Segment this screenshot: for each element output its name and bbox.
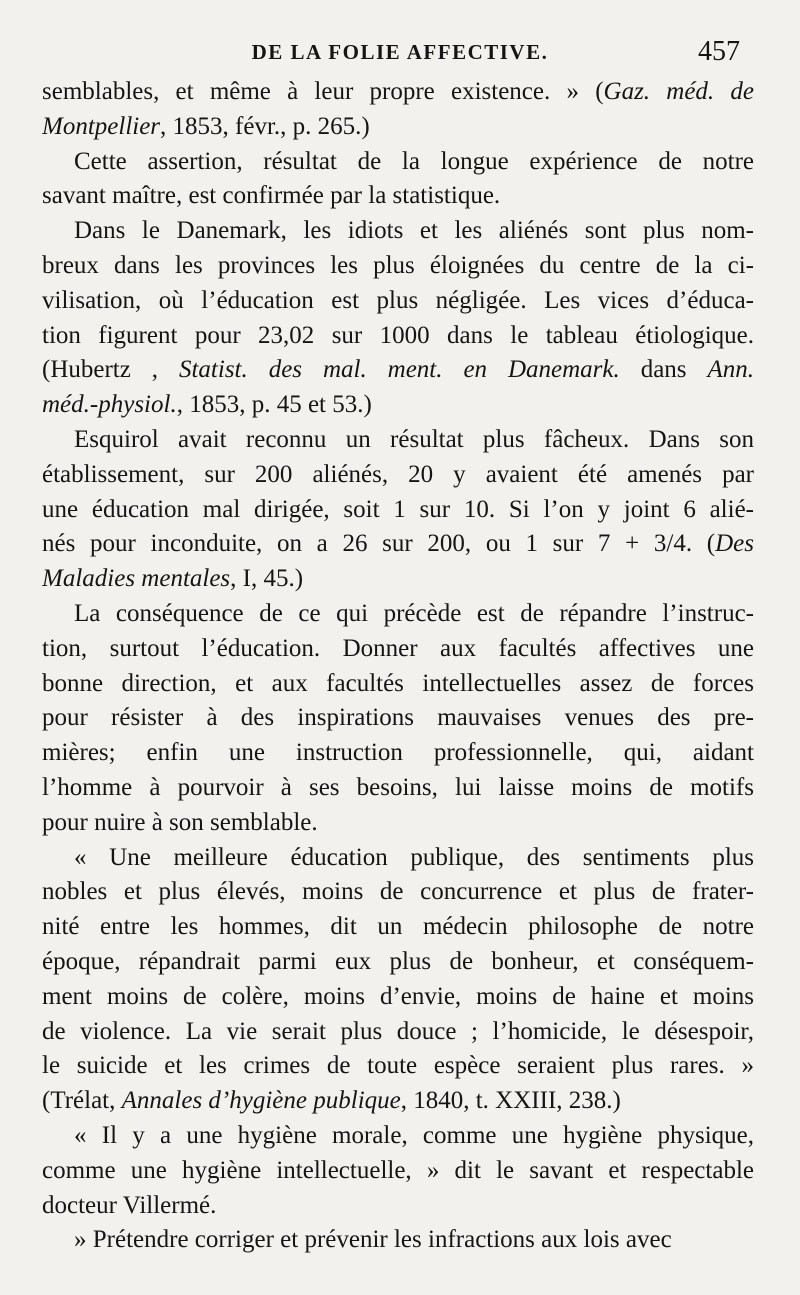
text-run: établissement, sur 200 aliénés, 20 y avaient été amenés par [42, 460, 754, 488]
text-run: La conséquence de ce qui précède est de répandre l’instruc- [74, 599, 754, 627]
text-run: une éducation mal dirigée, soit 1 sur 10. Si l’on y joint 6 alié- [42, 495, 754, 523]
text-line [42, 388, 754, 423]
text-run: tion, surtout l’éducation. Donner aux facultés affectives une [42, 634, 754, 662]
italic-text: Maladies mentales [42, 565, 231, 593]
text-line [42, 527, 754, 562]
italic-text: Statist. des mal. ment. en Danemark. [178, 356, 620, 384]
text-line [42, 1049, 754, 1084]
italic-text: Montpellier [42, 112, 161, 140]
text-line [42, 214, 754, 249]
text-run: nés pour inconduite, on a 26 sur 200, ou 1 sur 7 + 3/4. ( [42, 530, 716, 558]
text-run: Esquirol avait reconnu un résultat plus fâcheux. Dans son [74, 425, 754, 453]
text-run: (Hubertz , [42, 356, 179, 384]
text-run: de violence. La vie serait plus douce ; l’homicide, le désespoir, [42, 1017, 754, 1045]
text-line [42, 249, 754, 284]
text-line [42, 179, 754, 214]
text-line [42, 110, 754, 145]
text-run: Dans le Danemark, les idiots et les aliénés sont plus nom- [74, 217, 754, 245]
text-line [42, 75, 754, 110]
text-line [42, 736, 754, 771]
body-text [42, 75, 754, 1258]
italic-text: Des [715, 530, 754, 558]
text-run: époque, répandrait parmi eux plus de bonheur, et conséquem- [42, 947, 754, 975]
text-run: comme une hygiène intellectuelle, » dit le savant et respectable [42, 1156, 754, 1184]
text-line [42, 945, 754, 980]
text-run: breux dans les provinces les plus éloignées du centre de la ci- [42, 251, 754, 279]
text-run: savant maître, est confirmée par la statistique. [42, 182, 501, 210]
italic-text: Gaz. méd. de [603, 78, 754, 105]
text-line [42, 632, 754, 667]
text-line [42, 353, 754, 388]
text-line [42, 1189, 754, 1224]
text-run: , 1840, t. XXIII, 238.) [400, 1087, 621, 1115]
text-line [42, 1223, 754, 1258]
text-line [42, 771, 754, 806]
text-line [42, 875, 754, 910]
text-run: le suicide et les crimes de toute espèce seraient plus rares. » [42, 1052, 754, 1080]
text-run: docteur Villermé. [42, 1191, 217, 1219]
text-line [42, 806, 754, 841]
text-line [42, 841, 754, 876]
text-line [42, 319, 754, 354]
text-run: ment moins de colère, moins d’envie, moins de haine et moins [42, 982, 754, 1010]
text-line [42, 284, 754, 319]
running-head [60, 36, 740, 70]
text-line [42, 667, 754, 702]
italic-text: Annales d’hygiène publique [121, 1087, 401, 1115]
text-line [42, 1015, 754, 1050]
text-run: mières; enfin une instruction professionnelle, qui, aidant [42, 739, 754, 767]
text-run: , 1853, févr., p. 265.) [160, 112, 370, 140]
text-run: « Une meilleure éducation publique, des sentiments plus [74, 843, 754, 871]
page-number: 457 [698, 36, 740, 67]
text-run: Cette assertion, résultat de la longue expérience de notre [74, 147, 754, 175]
text-run: » Prétendre corriger et prévenir les infractions aux lois avec [74, 1226, 672, 1254]
text-run: vilisation, où l’éducation est plus négligée. Les vices d’éduca- [42, 286, 754, 314]
text-run: « Il y a une hygiène morale, comme une hygiène physique, [74, 1121, 754, 1149]
text-line [42, 145, 754, 180]
text-line [42, 458, 754, 493]
text-line [42, 1119, 754, 1154]
text-line [42, 980, 754, 1015]
text-line [42, 597, 754, 632]
text-run: bonne direction, et aux facultés intellectuelles assez de forces [42, 669, 754, 697]
text-run: nité entre les hommes, dit un médecin philosophe de notre [42, 913, 754, 941]
running-title: DE LA FOLIE AFFECTIVE. [251, 40, 549, 64]
text-run: l’homme à pourvoir à ses besoins, lui laisse moins de motifs [42, 773, 754, 801]
text-line [42, 910, 754, 945]
text-line [42, 562, 754, 597]
italic-text: Ann. [707, 356, 754, 384]
text-line [42, 423, 754, 458]
text-run: , 1853, p. 45 et 53.) [176, 391, 372, 419]
text-run: nobles et plus élevés, moins de concurrence et plus de frater- [42, 878, 754, 906]
text-run: , I, 45.) [230, 565, 304, 593]
text-line [42, 701, 754, 736]
text-run: pour nuire à son semblable. [42, 808, 318, 836]
text-line [42, 1154, 754, 1189]
text-line [42, 1084, 754, 1119]
text-run: dans [619, 356, 708, 384]
text-run: pour résister à des inspirations mauvaises venues des pre- [42, 704, 754, 732]
text-run: (Trélat, [42, 1087, 122, 1115]
text-run: tion figurent pour 23,02 sur 1000 dans le tableau étiologique. [42, 321, 754, 349]
text-line [42, 493, 754, 528]
italic-text: méd.-physiol. [42, 391, 177, 419]
text-run: semblables, et même à leur propre existence. » ( [42, 78, 604, 105]
